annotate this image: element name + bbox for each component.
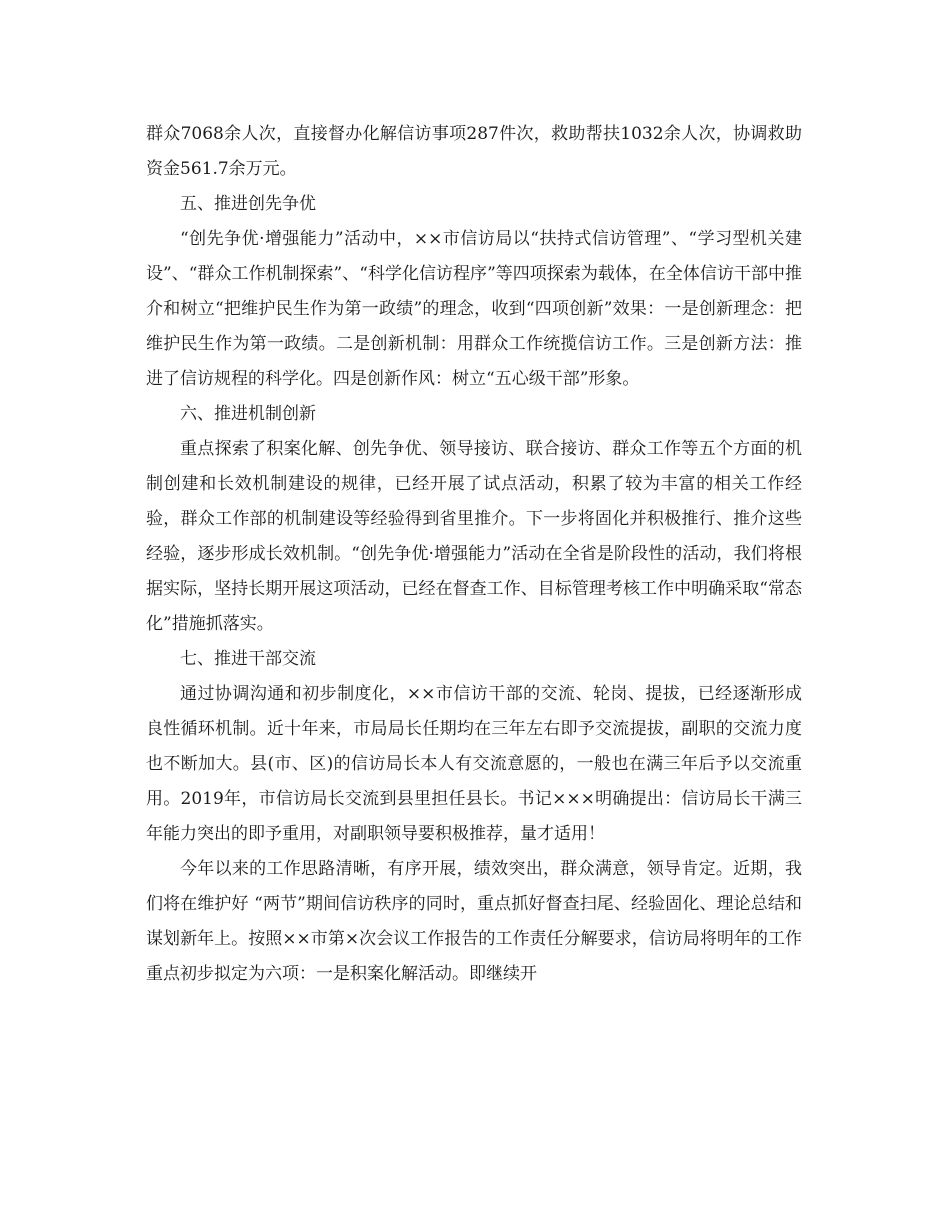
section-heading-7: 七、推进干部交流 bbox=[180, 649, 316, 669]
paragraph-intro: 群众7068余人次，直接督办化解信访事项287件次，救助帮扶1032余人次，协调救助资金561.7余万元。 bbox=[146, 124, 802, 179]
paragraph-summary: 今年以来的工作思路清晰，有序开展，绩效突出，群众满意，领导肯定。近期，我们将在维护好 “两节”期间信访秩序的同时，重点抓好督查扫尾、经验固化、理论总结和谋划新年上。按照××市第×次会议工作报告的工作责任分解要求，信访局将明年的工作重点初步拟定为六项：一是积案化解活动。即继续开 bbox=[146, 859, 802, 984]
paragraph-section-6: 重点探索了积案化解、创先争优、领导接访、联合接访、群众工作等五个方面的机制创建和长效机制建设的规律，已经开展了试点活动，积累了较为丰富的相关工作经验，群众工作部的机制建设等经验得到省里推介。下一步将固化并积极推行、推介这些经验，逐步形成长效机制。“创先争优·增强能力”活动在全省是阶段性的活动，我们将根据实际，坚持长期开展这项活动，已经在督查工作、目标管理考核工作中明确采取“常态化”措施抓落实。 bbox=[146, 439, 802, 634]
section-heading-5: 五、推进创先争优 bbox=[180, 194, 316, 214]
document-body bbox=[146, 117, 802, 992]
paragraph-section-7: 通过协调沟通和初步制度化，××市信访干部的交流、轮岗、提拔，已经逐渐形成良性循环机制。近十年来，市局局长任期均在三年左右即予交流提拔，副职的交流力度也不断加大。县(市、区)的信访局长本人有交流意愿的，一般也在满三年后予以交流重用。2019年，市信访局长交流到县里担任县长。书记×××明确提出：信访局长干满三年能力突出的即予重用，对副职领导要积极推荐，量才适用！ bbox=[146, 684, 802, 844]
paragraph-section-5: “创先争优·增强能力”活动中，××市信访局以“扶持式信访管理”、“学习型机关建设”、“群众工作机制探索”、“科学化信访程序”等四项探索为载体，在全体信访干部中推介和树立“把维护民生作为第一政绩”的理念，收到“四项创新”效果：一是创新理念：把维护民生作为第一政绩。二是创新机制：用群众工作统揽信访工作。三是创新方法：推进了信访规程的科学化。四是创新作风：树立“五心级干部”形象。 bbox=[146, 229, 802, 389]
section-heading-6: 六、推进机制创新 bbox=[180, 404, 316, 424]
